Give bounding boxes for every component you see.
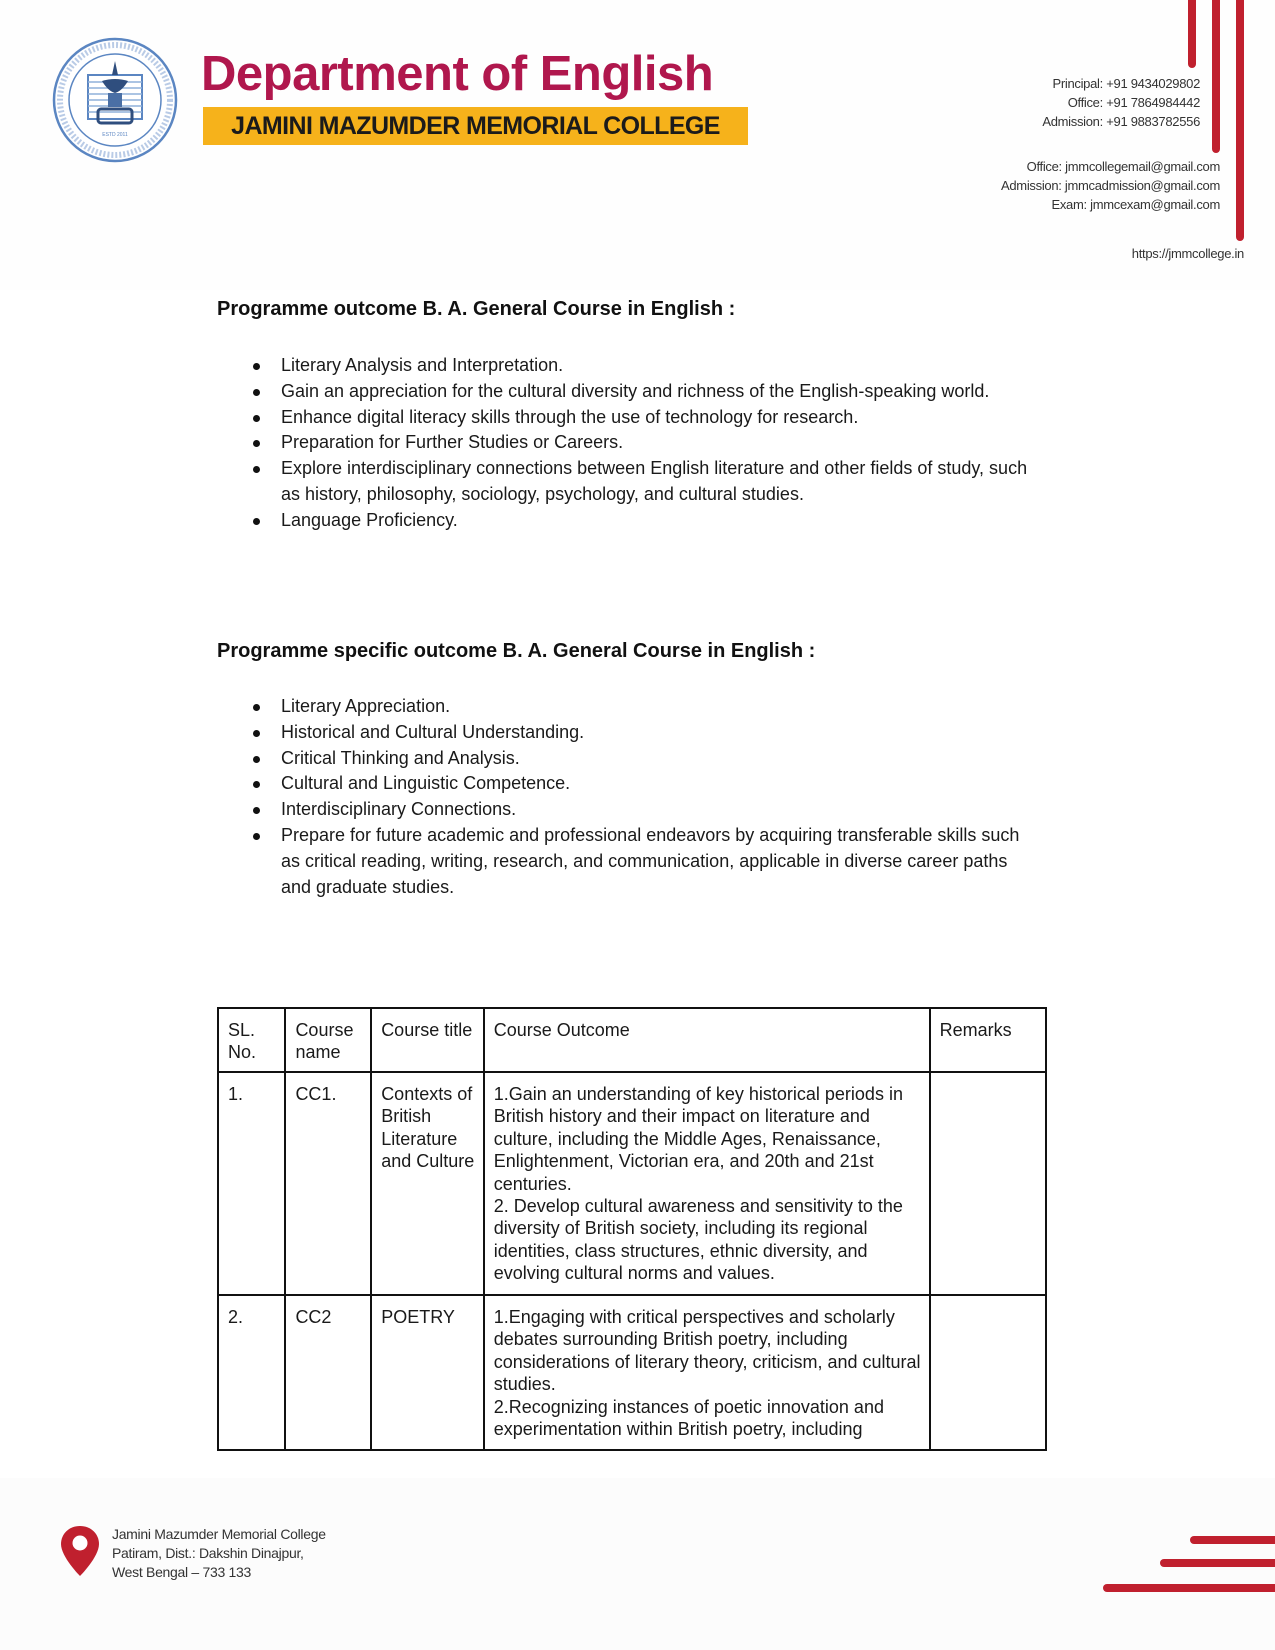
list-item: Critical Thinking and Analysis. [253, 746, 1033, 772]
outcome-point: 1.Gain an understanding of key historical periods in British history and their impact on literature and culture, including the Middle Ages, Renaissance, Enlightenment, Victorian era, and 20th and 21st centuries. [493, 1084, 903, 1194]
college-seal-icon [52, 37, 178, 163]
cell-course-name: CC1. [285, 1072, 371, 1295]
cell-course-outcome [484, 1295, 930, 1450]
decorative-bar [1188, 0, 1196, 68]
list-item: Cultural and Linguistic Competence. [253, 771, 1033, 797]
website-link[interactable]: https://jmmcollege.in [1131, 246, 1244, 261]
cell-remarks [930, 1295, 1046, 1450]
cell-course-title: Contexts of British Literature and Culture [371, 1072, 484, 1295]
outcome-point: 2. Develop cultural awareness and sensitivity to the diversity of British society, including its regional identities, class structures, ethnic diversity, and evolving cultural norms and values. [493, 1196, 903, 1284]
table-row [218, 1295, 1046, 1450]
outcome-point: 2.Recognizing instances of poetic innovation and experimentation within British poetry, including [493, 1396, 884, 1440]
heading-bold-part: Programme specific outcome B. A. General Course [217, 640, 702, 662]
email-contacts [1001, 157, 1220, 214]
cell-course-outcome [484, 1072, 930, 1295]
phone-principal: Principal: +91 9434029802 [1052, 76, 1200, 91]
heading-rest-part: in English : [701, 640, 816, 662]
programme-specific-outcome-heading [217, 640, 815, 663]
column-header-course-outcome: Course Outcome [484, 1008, 930, 1072]
course-outcome-table [217, 1007, 1047, 1451]
decorative-bar [1103, 1584, 1275, 1592]
table-row [218, 1072, 1046, 1295]
list-item: Language Proficiency. [253, 508, 1033, 534]
programme-specific-outcome-list [253, 694, 1033, 900]
address-line: Patiram, Dist.: Dakshin Dinajpur, [112, 1545, 304, 1561]
decorative-bar [1236, 0, 1244, 241]
list-item: Prepare for future academic and professional endeavors by acquiring transferable skills such as critical reading, writing, research, and communication, applicable in diverse career paths and graduate studies. [253, 823, 1033, 900]
list-item: Historical and Cultural Understanding. [253, 720, 1033, 746]
column-header-remarks: Remarks [930, 1008, 1046, 1072]
cell-course-title: POETRY [371, 1295, 484, 1450]
cell-sl-no: 2. [218, 1295, 285, 1450]
college-name-banner: JAMINI MAZUMDER MEMORIAL COLLEGE [203, 107, 748, 145]
table-header-row [218, 1008, 1046, 1072]
svg-text:ESTD 2011: ESTD 2011 [102, 132, 128, 138]
letterhead-header [0, 0, 1275, 290]
list-item: Enhance digital literacy skills through the use of technology for research. [253, 405, 1033, 431]
programme-outcome-heading: Programme outcome B. A. General Course in English : [217, 298, 736, 320]
column-header-course-name: Course name [285, 1008, 371, 1072]
phone-office: Office: +91 7864984442 [1067, 95, 1200, 110]
cell-remarks [930, 1072, 1046, 1295]
email-admission[interactable]: Admission: jmmcadmission@gmail.com [1001, 178, 1220, 193]
list-item: Interdisciplinary Connections. [253, 797, 1033, 823]
department-title: Department of English [201, 47, 714, 101]
list-item: Preparation for Further Studies or Careers. [253, 430, 1033, 456]
programme-outcome-list [253, 353, 1033, 534]
decorative-bar [1190, 1536, 1275, 1544]
address-line: Jamini Mazumder Memorial College [112, 1526, 326, 1542]
list-item: Gain an appreciation for the cultural diversity and richness of the English-speaking world. [253, 379, 1033, 405]
cell-course-name: CC2 [285, 1295, 371, 1450]
list-item: Literary Analysis and Interpretation. [253, 353, 1033, 379]
column-header-course-title: Course title [371, 1008, 484, 1072]
list-item: Literary Appreciation. [253, 694, 1033, 720]
email-exam[interactable]: Exam: jmmcexam@gmail.com [1051, 197, 1220, 212]
email-office[interactable]: Office: jmmcollegemail@gmail.com [1026, 159, 1220, 174]
map-pin-icon [60, 1525, 100, 1577]
list-item: Explore interdisciplinary connections between English literature and other fields of study, such as history, philosophy, sociology, psychology, and cultural studies. [253, 456, 1033, 508]
column-header-sl-no: SL. No. [218, 1008, 285, 1072]
outcome-point: 1.Engaging with critical perspectives and scholarly debates surrounding British poetry, including considerations of literary theory, criticism, and cultural studies. [493, 1307, 921, 1395]
decorative-bar [1212, 0, 1220, 153]
phone-contacts [1042, 74, 1200, 131]
phone-admission: Admission: +91 9883782556 [1042, 114, 1200, 129]
decorative-bar [1160, 1559, 1275, 1567]
address-line: West Bengal – 733 133 [112, 1564, 251, 1580]
cell-sl-no: 1. [218, 1072, 285, 1295]
college-address [112, 1525, 326, 1582]
